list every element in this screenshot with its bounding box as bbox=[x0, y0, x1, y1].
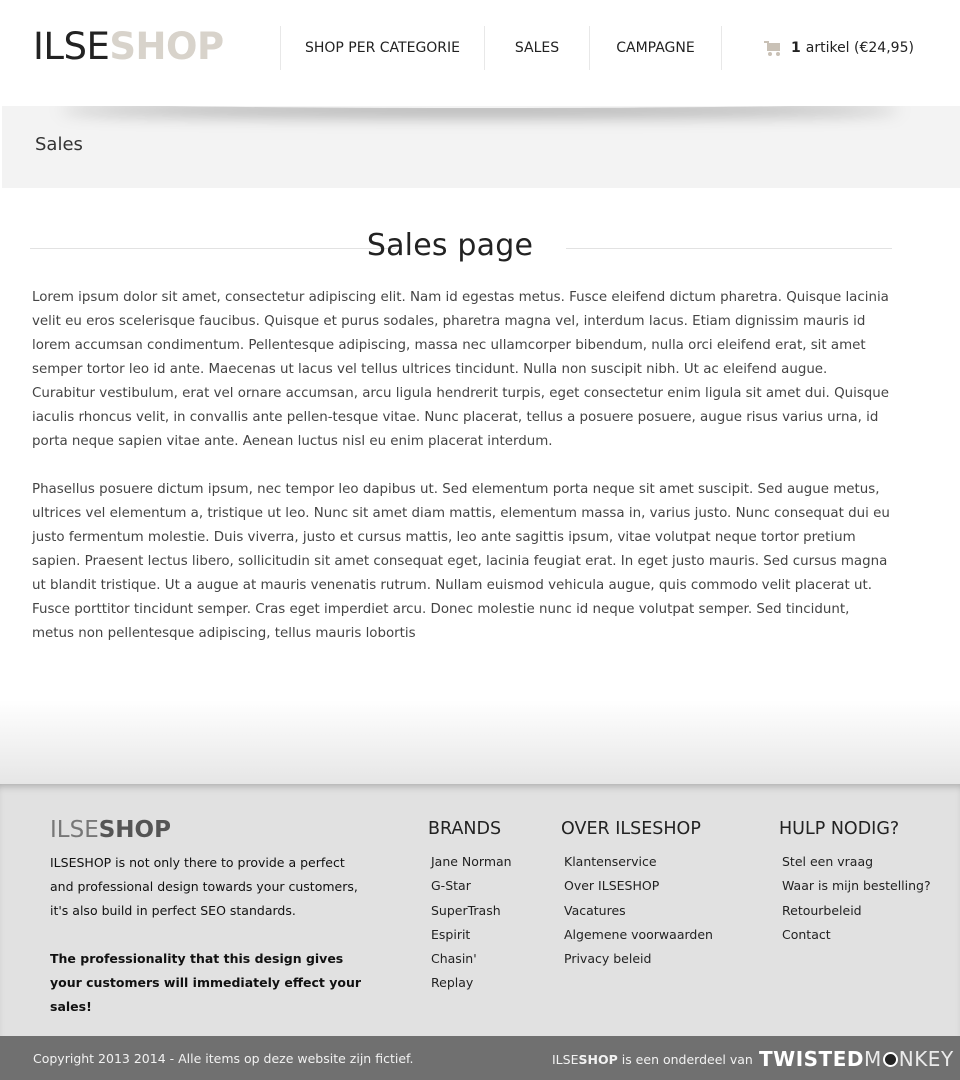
footer-about: ILSESHOP is not only there to provide a perfect and professional design towards your customers, it's also build in perfect SEO standards. bbox=[50, 855, 358, 919]
part-of-rest: is een onderdeel van bbox=[617, 1052, 753, 1067]
cart-icon bbox=[764, 40, 782, 56]
brand-twisted: TWISTED bbox=[759, 1047, 864, 1071]
cart-summary[interactable] bbox=[764, 36, 914, 60]
footer-link[interactable]: SuperTrash bbox=[431, 902, 501, 918]
footer-link[interactable]: Over ILSESHOP bbox=[564, 878, 660, 894]
footer-col-hulp bbox=[779, 818, 931, 947]
footer-logo-ilse: ILSE bbox=[50, 817, 99, 843]
part-of-shop: SHOP bbox=[578, 1052, 618, 1067]
footer-col-title: OVER ILSESHOP bbox=[561, 819, 701, 839]
footer-link[interactable]: Privacy beleid bbox=[564, 951, 652, 967]
page-title: Sales page bbox=[366, 228, 534, 263]
footer-gradient bbox=[0, 700, 960, 784]
footer-link[interactable]: Klantenservice bbox=[564, 854, 657, 869]
logo-ilse: ILSE bbox=[33, 25, 110, 68]
footer-col-over bbox=[561, 818, 713, 971]
footer-link[interactable]: Contact bbox=[782, 926, 831, 942]
part-of-ilse: ILSE bbox=[552, 1052, 579, 1067]
footer-logo[interactable] bbox=[50, 817, 171, 843]
site-footer bbox=[0, 784, 960, 1036]
footer-col-brands bbox=[428, 818, 512, 996]
paragraph-1: Lorem ipsum dolor sit amet, consectetur adipiscing elit. Nam id egestas metus. Fusce eleifend dictum pharetra. Quisque lacinia velit eu eros scelerisque faucibus. Quisque et purus sodales, pharetra magna vel, interdum lacus. Etiam dignissim mauris id lorem accumsan condimentum. Pellentesque adipiscing, massa nec ullamcorper bibendum, nulla orci eleifend erat, sit amet semper tortor leo id ante. Maecenas ut lacus vel tellus ultrices tincidunt. Nulla non suscipit nibh. Ut ac eleifend augue. Curabitur vestibulum, erat vel ornare accumsan, arcu ligula hendrerit turpis, eget consectetur enim ligula sit amet dui. Quisque iaculis rhoncus velit, in convallis ante pellen-tesque vitae. Nunc placerat, tellus a posuere posuere, augue risus varius urna, id porta neque sapien vitae ante. Aenean luctus nisl eu enim placerat interdum. bbox=[32, 290, 890, 449]
footer-link[interactable]: Waar is mijn bestelling? bbox=[782, 878, 931, 894]
logo-shop: SHOP bbox=[109, 25, 224, 68]
footer-link[interactable]: Stel een vraag bbox=[782, 854, 874, 869]
main-nav bbox=[280, 26, 722, 70]
brand-nkey: NKEY bbox=[898, 1047, 954, 1071]
footer-about-bold: The professionality that this design gives your customers will immediately effect your sales! bbox=[50, 951, 362, 1015]
part-of-text bbox=[552, 1052, 753, 1067]
footer-link[interactable]: Chasin' bbox=[431, 951, 477, 967]
site-header bbox=[0, 0, 960, 106]
footer-link[interactable]: Retourbeleid bbox=[782, 902, 862, 918]
footer-link[interactable]: Espirit bbox=[431, 926, 471, 942]
footer-link[interactable]: Algemene voorwaarden bbox=[564, 926, 713, 942]
footer-col-title: HULP NODIG? bbox=[779, 819, 900, 839]
cart-count: 1 bbox=[791, 40, 801, 56]
footer-link[interactable]: Replay bbox=[431, 975, 474, 991]
brand-m: M bbox=[863, 1047, 882, 1071]
breadcrumb bbox=[2, 106, 960, 188]
twisted-monkey-logo[interactable] bbox=[759, 1047, 954, 1071]
cart-text: artikel (€24,95) bbox=[805, 40, 914, 56]
bottom-bar bbox=[0, 1036, 960, 1080]
footer-logo-shop: SHOP bbox=[98, 817, 171, 843]
footer-link[interactable]: Vacatures bbox=[564, 902, 626, 918]
paragraph-2: Phasellus posuere dictum ipsum, nec tempor leo dapibus ut. Sed elementum porta neque sit amet suscipit. Sed augue metus, ultrices vel elementum a, tristique ut leo. Nunc sit amet diam mattis, elementum massa in, varius justo. Nunc consequat dui eu justo fermentum molestie. Duis viverra, justo et cursus mattis, leo ante sagittis ipsum, vitae volutpat neque tortor pretium sapien. Praesent lectus libero, sollicitudin sit amet consequat eget, lacinia feugiat erat. In eget justo mauris. Sed cursus magna ut blandit tristique. Ut a augue at mauris venenatis rutrum. Nullam euismod vehicula augue, quis commodo velit placerat ut. Fusce porttitor tincidunt semper. Cras eget imperdiet arcu. Donec molestie nunc id neque volutpat semper. Sed tincidunt, metus non pellentesque adipiscing, tellus mauris lobortis bbox=[32, 482, 890, 641]
footer-link[interactable]: Jane Norman bbox=[431, 854, 512, 869]
footer-link[interactable]: G-Star bbox=[431, 878, 471, 894]
breadcrumb-current: Sales bbox=[35, 134, 83, 155]
nav-sales[interactable]: SALES bbox=[484, 26, 589, 70]
copyright: Copyright 2013 2014 - Alle items op deze website zijn fictief. bbox=[33, 1051, 414, 1066]
site-logo[interactable] bbox=[33, 27, 224, 67]
nav-campagne[interactable]: CAMPAGNE bbox=[589, 26, 722, 70]
footer-col-title: BRANDS bbox=[428, 819, 502, 839]
nav-shop-per-categorie[interactable]: SHOP PER CATEGORIE bbox=[280, 26, 484, 70]
monkey-icon bbox=[883, 1052, 898, 1067]
